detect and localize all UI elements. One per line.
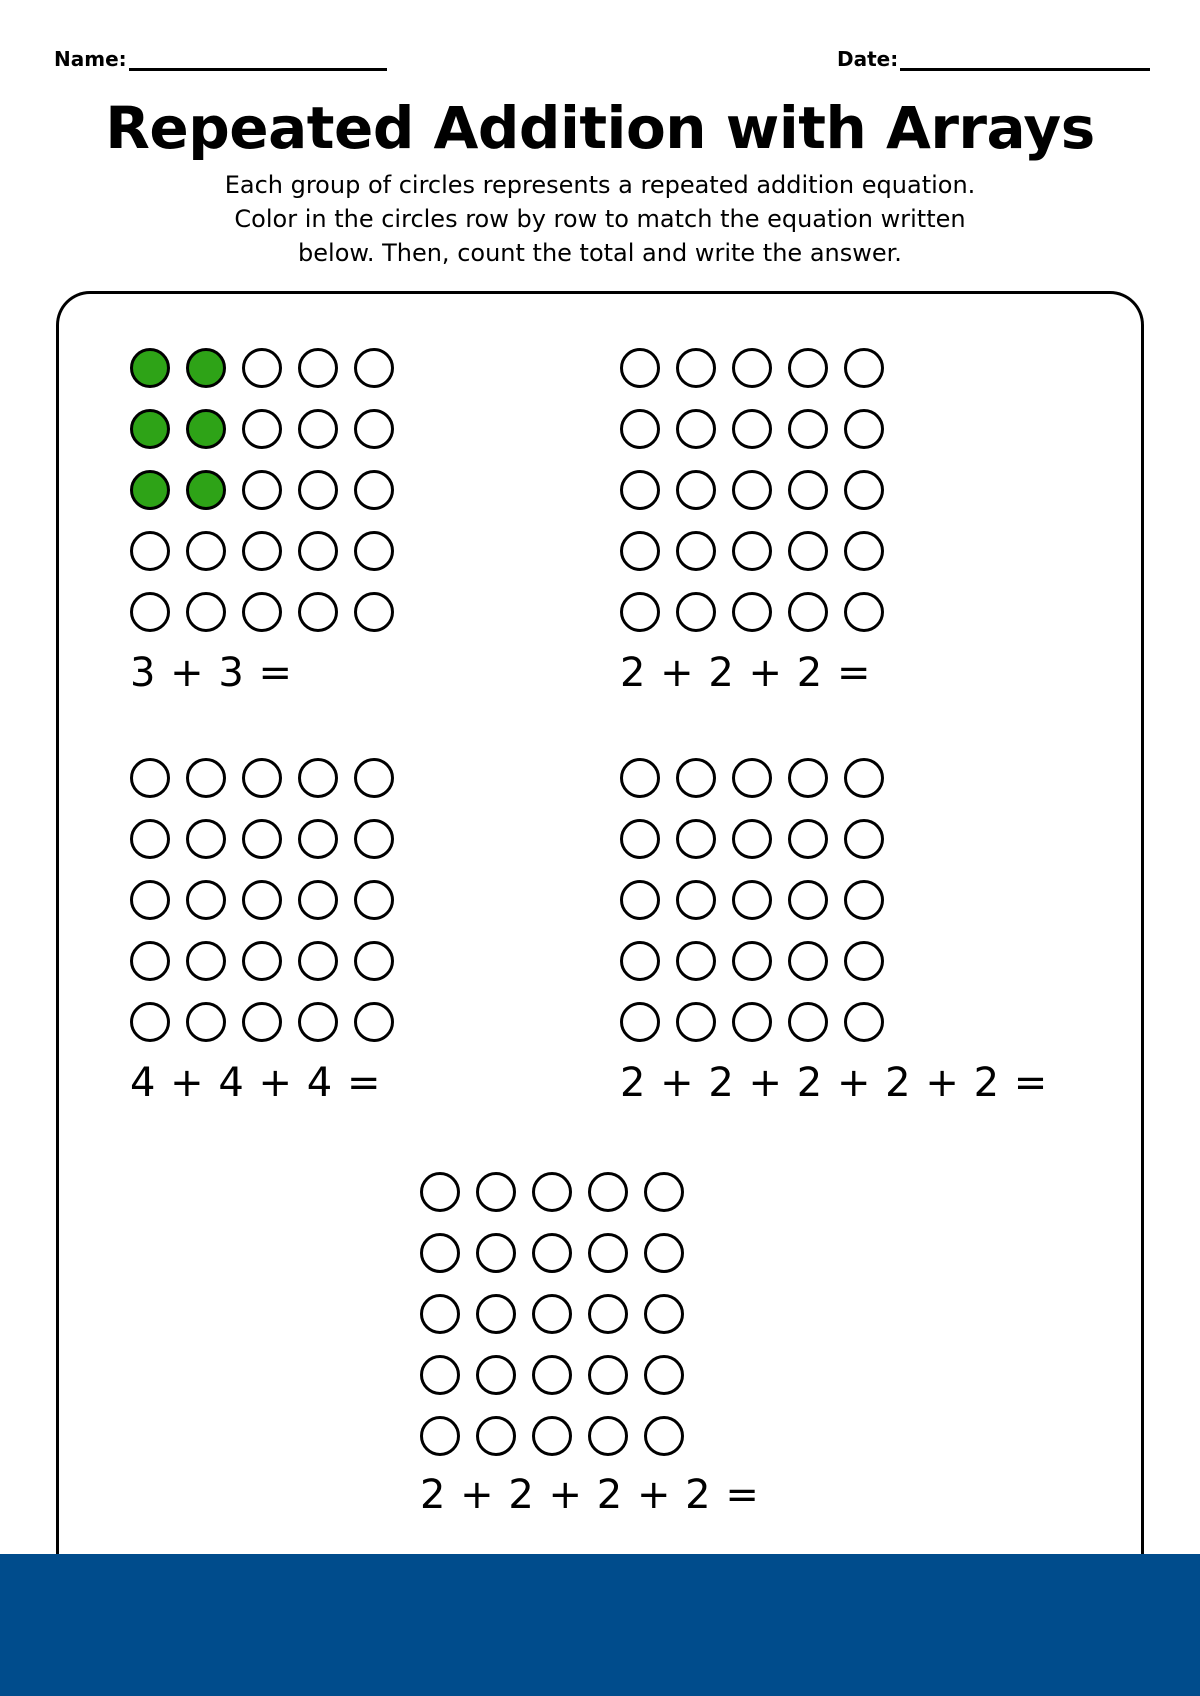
empty-circle[interactable]: [732, 819, 772, 859]
empty-circle[interactable]: [644, 1294, 684, 1334]
empty-circle[interactable]: [844, 880, 884, 920]
empty-circle[interactable]: [476, 1233, 516, 1273]
empty-circle[interactable]: [298, 592, 338, 632]
equation-text: 2 + 2 + 2 + 2 =: [420, 1472, 760, 1518]
circle-array: [420, 1172, 690, 1472]
filled-circle[interactable]: [186, 348, 226, 388]
empty-circle[interactable]: [354, 819, 394, 859]
empty-circle[interactable]: [354, 941, 394, 981]
empty-circle[interactable]: [620, 758, 660, 798]
empty-circle[interactable]: [186, 941, 226, 981]
equation-text: 3 + 3 =: [130, 650, 294, 696]
empty-circle[interactable]: [532, 1294, 572, 1334]
problem-5: [420, 1172, 760, 1518]
empty-circle[interactable]: [130, 758, 170, 798]
empty-circle[interactable]: [620, 1002, 660, 1042]
problem-3: [130, 758, 400, 1106]
empty-circle[interactable]: [732, 941, 772, 981]
empty-circle[interactable]: [844, 348, 884, 388]
empty-circle[interactable]: [732, 1002, 772, 1042]
empty-circle[interactable]: [788, 592, 828, 632]
problem-4: [620, 758, 1049, 1106]
problem-2: [620, 348, 890, 696]
empty-circle[interactable]: [588, 1416, 628, 1456]
empty-circle[interactable]: [844, 941, 884, 981]
empty-circle[interactable]: [532, 1172, 572, 1212]
empty-circle[interactable]: [844, 1002, 884, 1042]
empty-circle[interactable]: [130, 941, 170, 981]
instructions: [150, 168, 1050, 270]
empty-circle[interactable]: [420, 1355, 460, 1395]
empty-circle[interactable]: [298, 409, 338, 449]
empty-circle[interactable]: [732, 880, 772, 920]
empty-circle[interactable]: [532, 1233, 572, 1273]
empty-circle[interactable]: [476, 1416, 516, 1456]
empty-circle[interactable]: [788, 758, 828, 798]
empty-circle[interactable]: [242, 470, 282, 510]
filled-circle[interactable]: [130, 348, 170, 388]
empty-circle[interactable]: [476, 1294, 516, 1334]
empty-circle[interactable]: [298, 348, 338, 388]
filled-circle[interactable]: [186, 409, 226, 449]
empty-circle[interactable]: [676, 409, 716, 449]
filled-circle[interactable]: [130, 409, 170, 449]
empty-circle[interactable]: [620, 409, 660, 449]
empty-circle[interactable]: [298, 531, 338, 571]
empty-circle[interactable]: [420, 1416, 460, 1456]
circle-array: [130, 348, 400, 648]
empty-circle[interactable]: [788, 941, 828, 981]
empty-circle[interactable]: [242, 880, 282, 920]
filled-circle[interactable]: [186, 470, 226, 510]
empty-circle[interactable]: [732, 348, 772, 388]
empty-circle[interactable]: [620, 819, 660, 859]
empty-circle[interactable]: [788, 880, 828, 920]
empty-circle[interactable]: [620, 880, 660, 920]
empty-circle[interactable]: [620, 348, 660, 388]
empty-circle[interactable]: [298, 1002, 338, 1042]
empty-circle[interactable]: [644, 1416, 684, 1456]
empty-circle[interactable]: [844, 531, 884, 571]
empty-circle[interactable]: [788, 470, 828, 510]
empty-circle[interactable]: [588, 1172, 628, 1212]
empty-circle[interactable]: [298, 819, 338, 859]
empty-circle[interactable]: [676, 348, 716, 388]
empty-circle[interactable]: [676, 1002, 716, 1042]
empty-circle[interactable]: [420, 1294, 460, 1334]
empty-circle[interactable]: [588, 1355, 628, 1395]
empty-circle[interactable]: [354, 470, 394, 510]
equation-text: 4 + 4 + 4 =: [130, 1060, 382, 1106]
empty-circle[interactable]: [476, 1172, 516, 1212]
filled-circle[interactable]: [130, 470, 170, 510]
instruction-line-2: Color in the circles row by row to match the equation written: [234, 205, 966, 233]
empty-circle[interactable]: [620, 531, 660, 571]
empty-circle[interactable]: [844, 758, 884, 798]
instruction-line-1: Each group of circles represents a repeated addition equation.: [224, 171, 976, 199]
empty-circle[interactable]: [298, 941, 338, 981]
name-label: Name:: [54, 47, 127, 71]
empty-circle[interactable]: [844, 470, 884, 510]
empty-circle[interactable]: [732, 409, 772, 449]
empty-circle[interactable]: [532, 1416, 572, 1456]
empty-circle[interactable]: [844, 409, 884, 449]
empty-circle[interactable]: [242, 758, 282, 798]
empty-circle[interactable]: [676, 819, 716, 859]
empty-circle[interactable]: [354, 880, 394, 920]
equation-text: 2 + 2 + 2 =: [620, 650, 872, 696]
empty-circle[interactable]: [844, 819, 884, 859]
empty-circle[interactable]: [788, 409, 828, 449]
empty-circle[interactable]: [186, 758, 226, 798]
circle-array: [130, 758, 400, 1058]
problem-1: [130, 348, 400, 696]
empty-circle[interactable]: [298, 470, 338, 510]
empty-circle[interactable]: [354, 348, 394, 388]
empty-circle[interactable]: [420, 1233, 460, 1273]
empty-circle[interactable]: [298, 758, 338, 798]
empty-circle[interactable]: [130, 880, 170, 920]
empty-circle[interactable]: [732, 470, 772, 510]
empty-circle[interactable]: [130, 1002, 170, 1042]
empty-circle[interactable]: [354, 758, 394, 798]
circle-array: [620, 758, 890, 1058]
empty-circle[interactable]: [732, 592, 772, 632]
name-blank-line[interactable]: [129, 44, 387, 71]
date-blank-line[interactable]: [900, 44, 1150, 71]
empty-circle[interactable]: [354, 1002, 394, 1042]
empty-circle[interactable]: [130, 592, 170, 632]
date-field[interactable]: [837, 44, 1150, 71]
empty-circle[interactable]: [298, 880, 338, 920]
empty-circle[interactable]: [186, 880, 226, 920]
date-label: Date:: [837, 47, 899, 71]
empty-circle[interactable]: [130, 531, 170, 571]
empty-circle[interactable]: [186, 1002, 226, 1042]
footer-band: [0, 1554, 1200, 1696]
empty-circle[interactable]: [476, 1355, 516, 1395]
empty-circle[interactable]: [354, 531, 394, 571]
empty-circle[interactable]: [588, 1294, 628, 1334]
empty-circle[interactable]: [676, 880, 716, 920]
empty-circle[interactable]: [676, 941, 716, 981]
empty-circle[interactable]: [242, 531, 282, 571]
empty-circle[interactable]: [644, 1233, 684, 1273]
empty-circle[interactable]: [620, 470, 660, 510]
empty-circle[interactable]: [130, 819, 170, 859]
name-field[interactable]: [54, 44, 387, 71]
empty-circle[interactable]: [532, 1355, 572, 1395]
empty-circle[interactable]: [676, 531, 716, 571]
empty-circle[interactable]: [844, 592, 884, 632]
empty-circle[interactable]: [242, 819, 282, 859]
empty-circle[interactable]: [620, 941, 660, 981]
empty-circle[interactable]: [620, 592, 660, 632]
empty-circle[interactable]: [644, 1355, 684, 1395]
empty-circle[interactable]: [788, 348, 828, 388]
empty-circle[interactable]: [186, 819, 226, 859]
empty-circle[interactable]: [788, 1002, 828, 1042]
empty-circle[interactable]: [186, 592, 226, 632]
empty-circle[interactable]: [676, 592, 716, 632]
empty-circle[interactable]: [788, 531, 828, 571]
instruction-line-3: below. Then, count the total and write the answer.: [298, 239, 902, 267]
empty-circle[interactable]: [242, 1002, 282, 1042]
empty-circle[interactable]: [644, 1172, 684, 1212]
circle-array: [620, 348, 890, 648]
worksheet-title: Repeated Addition with Arrays: [105, 94, 1095, 162]
empty-circle[interactable]: [242, 592, 282, 632]
empty-circle[interactable]: [676, 470, 716, 510]
empty-circle[interactable]: [588, 1233, 628, 1273]
empty-circle[interactable]: [186, 531, 226, 571]
empty-circle[interactable]: [420, 1172, 460, 1212]
empty-circle[interactable]: [242, 941, 282, 981]
empty-circle[interactable]: [788, 819, 828, 859]
empty-circle[interactable]: [242, 409, 282, 449]
empty-circle[interactable]: [732, 531, 772, 571]
equation-text: 2 + 2 + 2 + 2 + 2 =: [620, 1060, 1049, 1106]
empty-circle[interactable]: [242, 348, 282, 388]
empty-circle[interactable]: [354, 409, 394, 449]
empty-circle[interactable]: [676, 758, 716, 798]
empty-circle[interactable]: [732, 758, 772, 798]
empty-circle[interactable]: [354, 592, 394, 632]
